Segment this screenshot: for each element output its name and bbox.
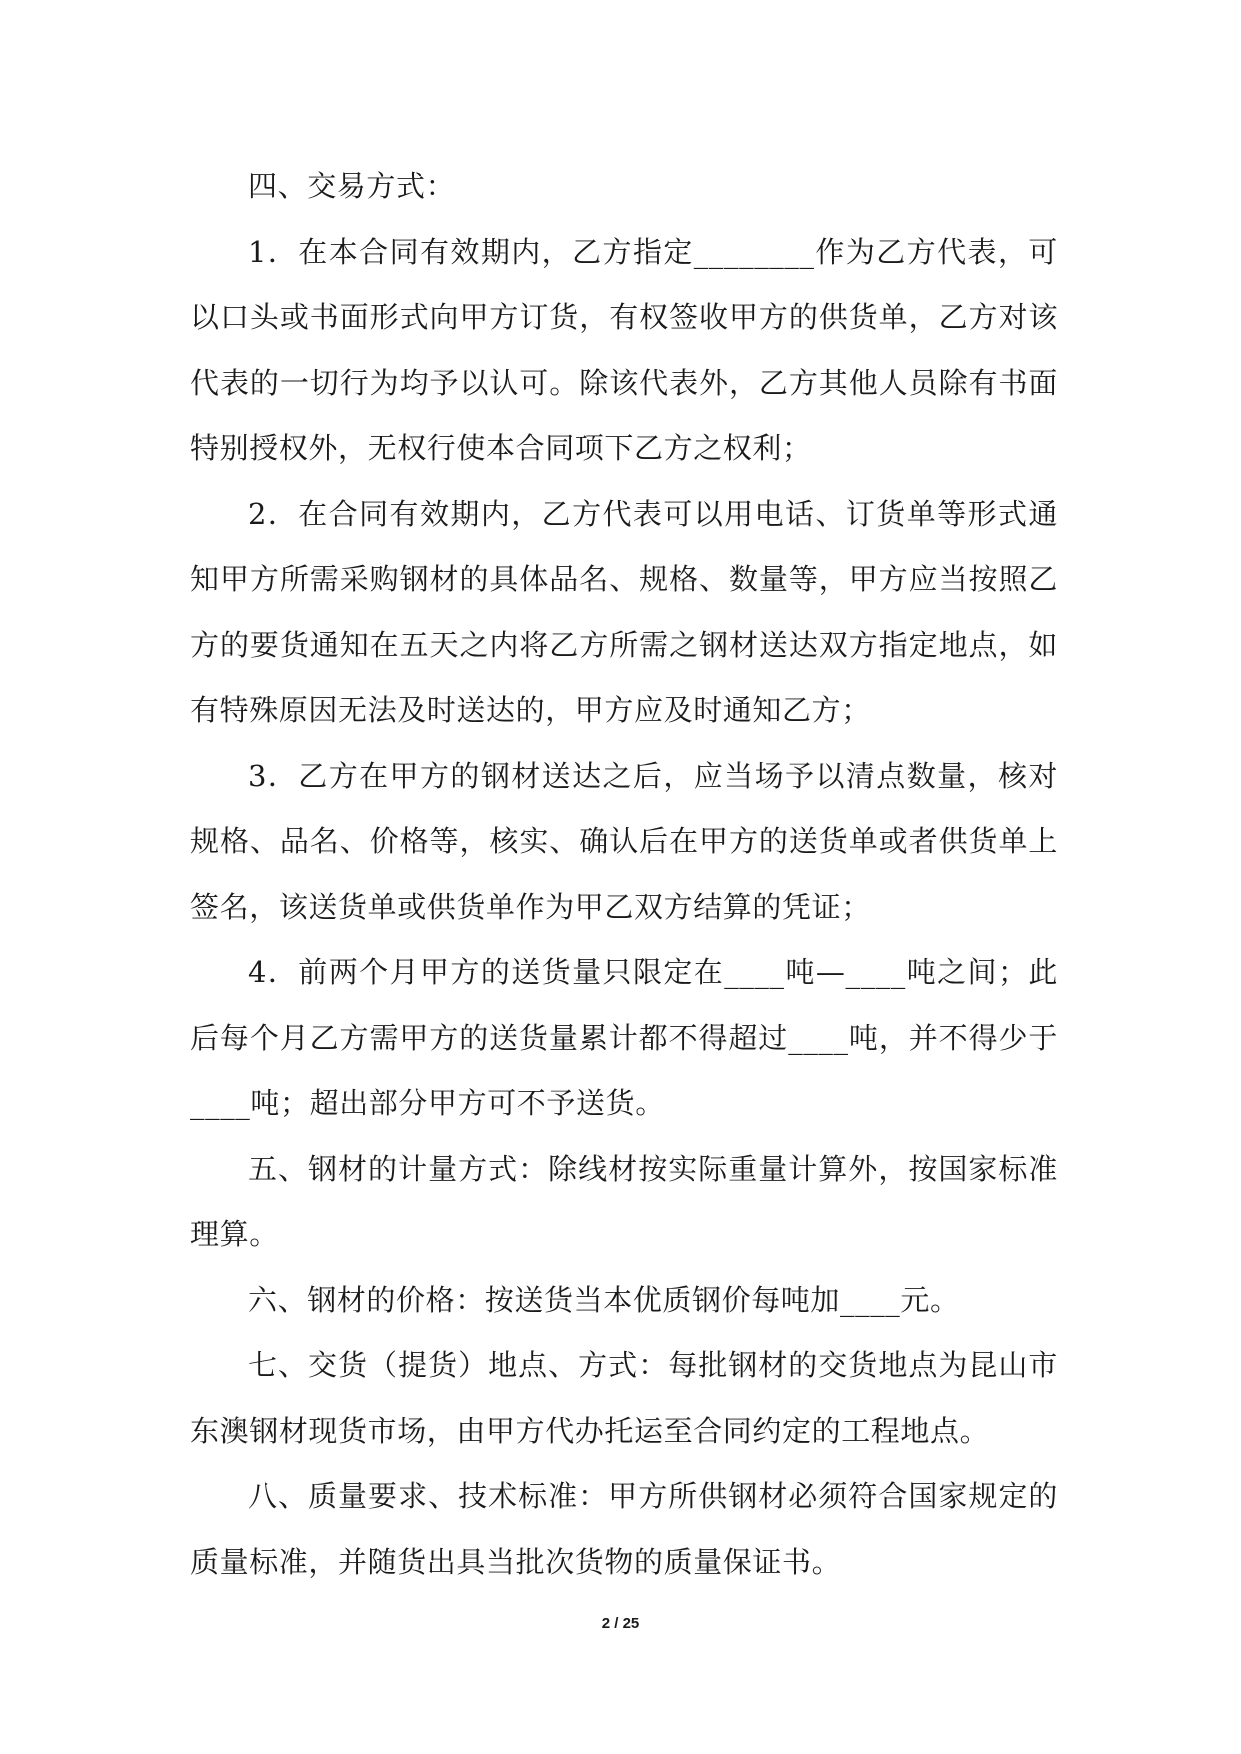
document-body [190, 154, 1058, 1595]
section-measurement: 五、钢材的计量方式：除线材按实际重量计算外，按国家标准理算。 [190, 1151, 1058, 1251]
section-delivery-location: 七、交货（提货）地点、方式：每批钢材的交货地点为昆山市东澳钢材现货市场，由甲方代办托运至合同约定的工程地点。 [190, 1348, 1058, 1448]
clause-3-acceptance: 3．乙方在甲方的钢材送达之后，应当场予以清点数量，核对规格、品名、价格等，核实、确认后在甲方的送货单或者供货单上签名，该送货单或供货单作为甲乙双方结算的凭证； [190, 758, 1058, 924]
section-price: 六、钢材的价格：按送货当本优质钢价每吨加____元。 [248, 1282, 960, 1317]
clause-2-ordering: 2．在合同有效期内，乙方代表可以用电话、订货单等形式通知甲方所需采购钢材的具体品名、规格、数量等，甲方应当按照乙方的要货通知在五天之内将乙方所需之钢材送达双方指定地点，如有特殊原因无法及时送达的，甲方应及时通知乙方； [190, 496, 1058, 727]
page-number: 2 / 25 [601, 1615, 640, 1632]
section-heading-trade-method: 四、交易方式： [248, 169, 456, 203]
section-quality: 八、质量要求、技术标准：甲方所供钢材必须符合国家规定的质量标准，并随货出具当批次货物的质量保证书。 [190, 1479, 1058, 1579]
clause-4-delivery-volume: 4．前两个月甲方的送货量只限定在____吨—____吨之间；此后每个月乙方需甲方的送货量累计都不得超过____吨，并不得少于____吨；超出部分甲方可不予送货。 [190, 955, 1058, 1120]
clause-1-representative: 1．在本合同有效期内，乙方指定________作为乙方代表，可以口头或书面形式向甲方订货，有权签收甲方的供货单，乙方对该代表的一切行为均予以认可。除该代表外，乙方其他人员除有书面特别授权外，无权行使本合同项下乙方之权利； [190, 234, 1058, 465]
